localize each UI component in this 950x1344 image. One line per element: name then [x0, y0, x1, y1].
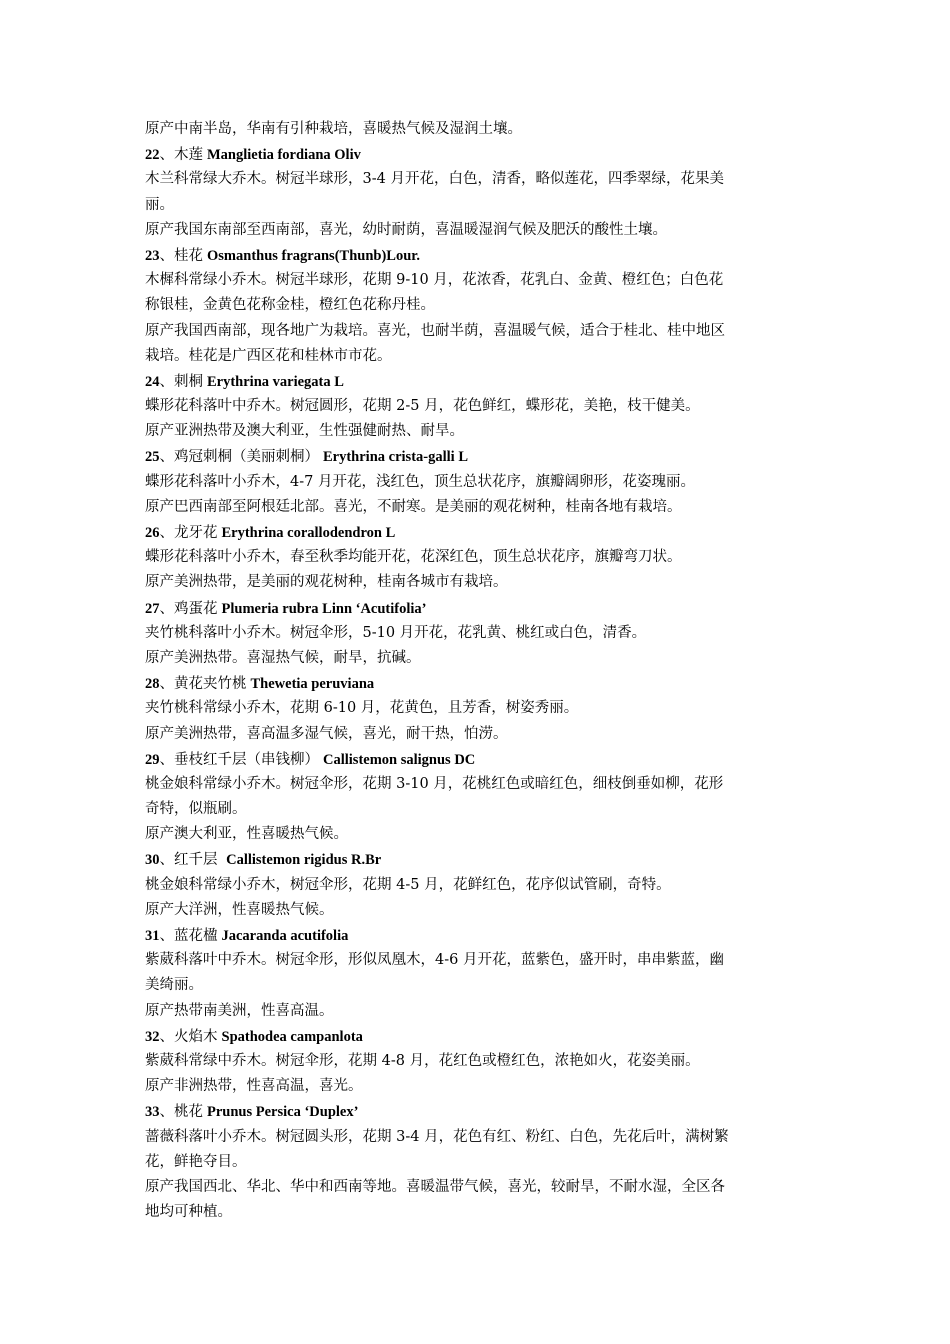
- species-description-line: 蝶形花科落叶小乔木，4-7 月开花，浅红色，顶生总状花序，旗瓣阔卵形，花姿瑰丽。: [145, 473, 695, 490]
- species-chinese-name: 、红千层: [159, 852, 223, 869]
- species-origin-line: 地均可种植。: [145, 1204, 232, 1221]
- species-latin-name: Spathodea campanlota: [221, 1028, 363, 1045]
- species-number: 32: [145, 1028, 160, 1045]
- species-origin-line: 原产大洋洲，性喜暖热气候。: [145, 901, 334, 918]
- species-latin-name: Erythrina variegata L: [207, 373, 344, 390]
- species-origin-line: 原产美洲热带，是美丽的观花树种，桂南各城市有栽培。: [145, 574, 508, 591]
- species-chinese-name: 、火焰木: [159, 1028, 218, 1045]
- species-chinese-name: 、桃花: [159, 1104, 203, 1121]
- species-latin-name: Plumeria rubra Linn ‘Acutifolia’: [221, 600, 427, 617]
- species-latin-name: Manglietia fordiana Oliv: [207, 147, 361, 164]
- species-chinese-name: 、龙牙花: [159, 525, 218, 541]
- species-chinese-name: 、刺桐: [159, 373, 203, 390]
- species-description-line: 桃金娘科常绿小乔木。树冠伞形，花期 3-10 月，花桃红色或暗红色，细枝倒垂如柳，花形: [145, 775, 724, 792]
- species-heading: [145, 369, 810, 394]
- species-description-line: 夹竹桃科落叶小乔木。树冠伞形，5-10 月开花，花乳黄、桃红或白色，清香。: [145, 624, 647, 641]
- species-heading: [145, 142, 810, 167]
- species-description-line: 蝶形花科落叶小乔木，春至秋季均能开花，花深红色，顶生总状花序，旗瓣弯刀状。: [145, 549, 682, 566]
- species-number: 25: [145, 449, 160, 466]
- species-description-line: 丽。: [145, 196, 174, 213]
- species-origin-line: 原产巴西南部至阿根廷北部。喜光，不耐寒。是美丽的观花树种，桂南各地有栽培。: [145, 498, 682, 515]
- species-latin-name: Jacaranda acutifolia: [221, 928, 349, 944]
- species-origin-line: 原产热带南美洲，性喜高温。: [145, 1002, 334, 1019]
- species-description-line: 蔷薇科落叶小乔木。树冠圆头形，花期 3-4 月，花色有红、粉红、白色，先花后叶，满树繁: [145, 1128, 729, 1145]
- species-number: 33: [145, 1104, 160, 1121]
- species-description-line: 桃金娘科常绿小乔木，树冠伞形，花期 4-5 月，花鲜红色，花序似试管刷，奇特。: [145, 876, 671, 893]
- species-latin-name: Thewetia peruviana: [250, 676, 375, 693]
- species-heading: [145, 747, 810, 772]
- species-number: 26: [145, 525, 160, 541]
- species-origin-line: 原产美洲热带，喜高温多湿气候，喜光，耐干热，怕涝。: [145, 725, 508, 742]
- species-latin-name: Osmanthus fragrans(Thunb)Lour.: [207, 247, 420, 264]
- species-number: 22: [145, 147, 160, 164]
- species-heading: [145, 1099, 810, 1124]
- species-description-line: 夹竹桃科常绿小乔木，花期 6-10 月，花黄色，且芳香，树姿秀丽。: [145, 700, 579, 717]
- species-heading: [145, 520, 810, 545]
- species-origin-line: 原产亚洲热带及澳大利亚，生性强健耐热、耐旱。: [145, 423, 464, 440]
- species-number: 27: [145, 600, 160, 617]
- species-description-line: 紫葳科落叶中乔木。树冠伞形，形似凤凰木，4-6 月开花，蓝紫色，盛开时，串串紫蓝，幽: [145, 952, 724, 969]
- species-heading: [145, 243, 810, 268]
- species-number: 23: [145, 247, 160, 264]
- species-chinese-name: 、蓝花楹: [159, 928, 218, 944]
- species-chinese-name: 、鸡冠刺桐（美丽刺桐）: [159, 449, 319, 466]
- species-number: 24: [145, 373, 160, 390]
- species-chinese-name: 、垂枝红千层（串钱柳）: [159, 751, 319, 768]
- species-origin-line: 原产我国西南部，现各地广为栽培。喜光，也耐半荫，喜温暖气候，适合于桂北、桂中地区: [145, 322, 725, 339]
- species-latin-name: Callistemon rigidus R.Br: [226, 852, 382, 869]
- species-latin-name: Erythrina corallodendron L: [221, 525, 396, 541]
- species-origin-line: 原产非洲热带，性喜高温，喜光。: [145, 1078, 363, 1095]
- intro-paragraph: 原产中南半岛，华南有引种栽培，喜暖热气候及湿润土壤。: [145, 121, 522, 137]
- species-chinese-name: 、鸡蛋花: [159, 600, 218, 617]
- species-description-line: 花，鲜艳夺目。: [145, 1153, 247, 1170]
- document-body: [145, 117, 810, 1225]
- species-description-line: 奇特，似瓶刷。: [145, 801, 247, 818]
- species-heading: [145, 671, 810, 696]
- species-chinese-name: 、黄花夹竹桃: [159, 676, 247, 693]
- species-number: 28: [145, 676, 160, 693]
- species-chinese-name: 、桂花: [159, 247, 203, 264]
- species-heading: [145, 596, 810, 621]
- species-chinese-name: 、木莲: [159, 147, 203, 164]
- species-heading: [145, 847, 810, 872]
- species-description-line: 称银桂，金黄色花称金桂，橙红色花称丹桂。: [145, 297, 435, 314]
- species-latin-name: Callistemon salignus DC: [323, 751, 476, 768]
- species-number: 30: [145, 852, 160, 869]
- species-heading: [145, 444, 810, 469]
- species-latin-name: Erythrina crista-galli L: [323, 449, 468, 466]
- species-description-line: 美绮丽。: [145, 977, 203, 994]
- species-description-line: 蝶形花科落叶中乔木。树冠圆形，花期 2-5 月，花色鲜红，蝶形花，美艳，枝干健美。: [145, 398, 700, 415]
- species-latin-name: Prunus Persica ‘Duplex’: [207, 1104, 359, 1121]
- species-description-line: 木樨科常绿小乔木。树冠半球形，花期 9-10 月，花浓香，花乳白、金黄、橙红色；白色花: [145, 272, 724, 289]
- species-origin-line: 栽培。桂花是广西区花和桂林市市花。: [145, 347, 392, 364]
- species-origin-line: 原产我国西北、华北、华中和西南等地。喜暖温带气候，喜光，较耐旱，不耐水湿，全区各: [145, 1178, 725, 1195]
- species-description-line: 木兰科常绿大乔木。树冠半球形，3-4 月开花，白色，清香，略似莲花，四季翠绿，花果美: [145, 171, 724, 188]
- species-number: 31: [145, 928, 160, 944]
- species-origin-line: 原产澳大利亚，性喜暖热气候。: [145, 826, 348, 843]
- species-description-line: 紫葳科常绿中乔木。树冠伞形，花期 4-8 月，花红色或橙红色，浓艳如火，花姿美丽。: [145, 1052, 700, 1069]
- species-heading: [145, 923, 810, 948]
- species-origin-line: 原产我国东南部至西南部，喜光，幼时耐荫，喜温暖湿润气候及肥沃的酸性土壤。: [145, 221, 667, 238]
- species-number: 29: [145, 751, 160, 768]
- species-origin-line: 原产美洲热带。喜湿热气候，耐旱，抗碱。: [145, 649, 421, 666]
- species-heading: [145, 1024, 810, 1049]
- species-list: [145, 142, 810, 1225]
